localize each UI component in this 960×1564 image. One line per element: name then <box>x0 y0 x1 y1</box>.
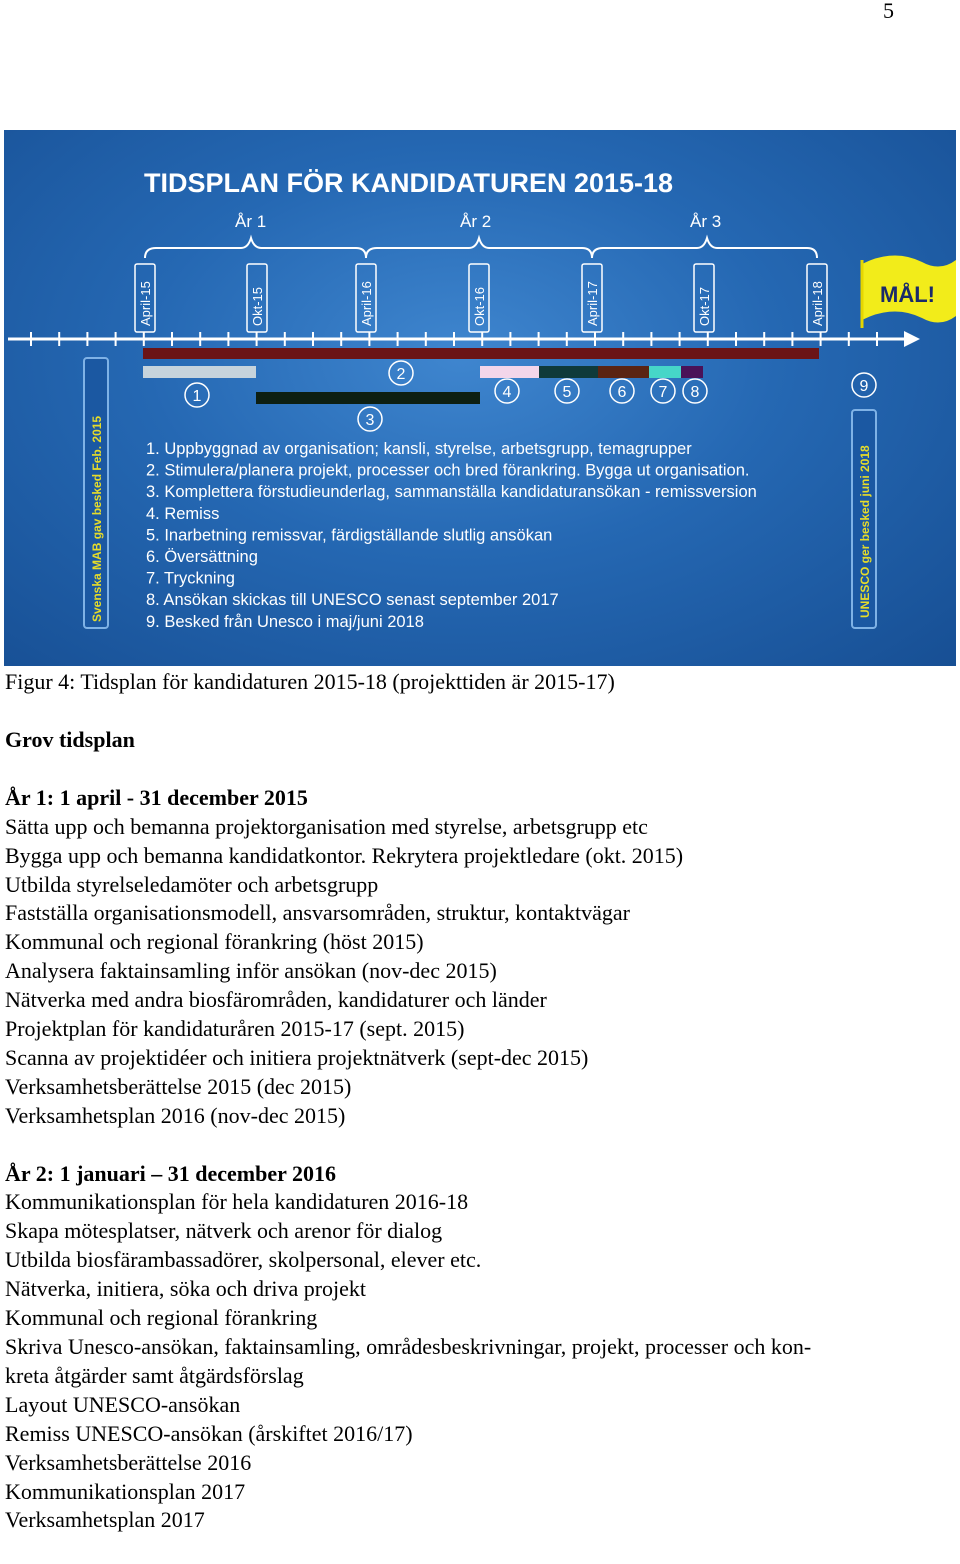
legend-item: 7. Tryckning <box>146 569 235 588</box>
body-line: Skapa mötesplatser, nätverk och arenor för dialog <box>5 1218 443 1244</box>
year-3-bracket <box>592 238 817 258</box>
number-label: 9 <box>859 378 869 395</box>
legend-item: 2. Stimulera/planera projekt, processer och bred förankring. Bygga ut organisation. <box>146 461 750 480</box>
body-line: Analysera faktainsamling inför ansökan (nov-dec 2015) <box>5 958 497 984</box>
figure-title: TIDSPLAN FÖR KANDIDATUREN 2015-18 <box>144 168 674 198</box>
body-line: Layout UNESCO-ansökan <box>5 1391 241 1417</box>
legend-list <box>146 440 757 631</box>
body-line: Fastställa organisationsmodell, ansvarsområden, struktur, kontaktvägar <box>5 900 630 926</box>
year-1-section <box>5 784 945 1131</box>
date-label: Okt-17 <box>697 286 712 326</box>
body-line: Scanna av projektidéer och initiera projektnätverk (sept-dec 2015) <box>5 1044 589 1070</box>
year-label-2: År 2 <box>460 212 492 231</box>
number-label: 3 <box>365 412 375 429</box>
body-line: Kommunal och regional förankring (höst 2015) <box>5 929 424 955</box>
number-label: 5 <box>562 384 572 401</box>
date-label: Okt-15 <box>250 286 265 326</box>
date-label: Okt-16 <box>472 286 487 326</box>
body-line: Utbilda styrelseledamöter och arbetsgrupp <box>5 871 379 897</box>
activity-bars <box>143 348 819 404</box>
date-label: April-18 <box>810 281 825 326</box>
body-line: Nätverka med andra biosfärområden, kandidaturer och länder <box>5 987 547 1013</box>
body-line: Utbilda biosfärambassadörer, skolpersonal, elever etc. <box>5 1247 482 1273</box>
body-line: Projektplan för kandidaturåren 2015-17 (sept. 2015) <box>5 1016 465 1042</box>
bar-8 <box>681 366 703 378</box>
right-banner-text: UNESCO ger besked juni 2018 <box>858 445 872 618</box>
body-line: Nätverka, initiera, söka och driva projekt <box>5 1276 367 1302</box>
timeline-graphic <box>4 130 956 666</box>
body-line: Kommunikationsplan 2017 <box>5 1478 246 1504</box>
timeline-figure <box>4 130 956 666</box>
body-line: Verksamhetsberättelse 2015 (dec 2015) <box>5 1073 352 1099</box>
number-label: 2 <box>396 366 406 383</box>
year-label-1: År 1 <box>235 212 267 231</box>
year-2-bracket <box>366 238 592 258</box>
year-2-title: År 2: 1 januari – 31 december 2016 <box>5 1160 336 1186</box>
left-banner-text: Svenska MAB gav besked Feb. 2015 <box>90 415 104 622</box>
number-label: 8 <box>690 384 700 401</box>
body-line: Verksamhetsplan 2016 (nov-dec 2015) <box>5 1102 346 1128</box>
left-banner <box>84 358 108 628</box>
date-label: April-16 <box>359 281 374 326</box>
body-line: Verksamhetsplan 2017 <box>5 1507 205 1533</box>
section-heading: Grov tidsplan <box>5 727 135 752</box>
year-1-bracket <box>145 238 366 258</box>
goal-flag-text: MÅL! <box>880 282 935 307</box>
legend-item: 8. Ansökan skickas till UNESCO senast september 2017 <box>146 591 559 610</box>
number-label: 1 <box>192 388 202 405</box>
body-line: kreta åtgärder samt åtgärdsförslag <box>5 1362 304 1388</box>
legend-item: 3. Komplettera förstudieunderlag, sammanställa kandidaturansökan - remissversion <box>146 483 757 502</box>
goal-flag <box>862 255 956 328</box>
bar-6 <box>598 366 649 378</box>
number-label: 7 <box>658 384 668 401</box>
date-labels <box>135 264 827 332</box>
legend-item: 6. Översättning <box>146 548 258 566</box>
document-body <box>5 726 945 1564</box>
bar-5 <box>539 366 598 378</box>
number-label: 6 <box>617 384 627 401</box>
year-2-section <box>5 1160 945 1536</box>
year-brackets <box>145 238 817 258</box>
body-line: Verksamhetsberättelse 2016 <box>5 1449 252 1475</box>
body-line: Remiss UNESCO-ansökan (årskiftet 2016/17) <box>5 1420 413 1446</box>
legend-item: 4. Remiss <box>146 504 220 523</box>
body-line: Sätta upp och bemanna projektorganisation med styrelse, arbetsgrupp etc <box>5 813 648 839</box>
body-line: Skriva Unesco-ansökan, faktainsamling, områdesbeskrivningar, projekt, processer och kon- <box>5 1334 812 1359</box>
legend-item: 5. Inarbetning remissvar, färdigställande slutlig ansökan <box>146 526 553 545</box>
number-label: 4 <box>502 384 512 401</box>
body-line: Kommunal och regional förankring <box>5 1305 318 1331</box>
bar-7 <box>649 366 681 378</box>
timeline-axis <box>8 331 920 347</box>
bar-4 <box>480 366 539 378</box>
year-1-title: År 1: 1 april - 31 december 2015 <box>5 784 308 810</box>
right-banner <box>852 410 876 628</box>
year-label-3: År 3 <box>690 212 722 231</box>
bar-3 <box>256 392 480 404</box>
bar-1 <box>143 366 256 378</box>
page-number: 5 <box>883 0 894 23</box>
body-line: Kommunikationsplan för hela kandidaturen 2016-18 <box>5 1189 469 1215</box>
body-line: Bygga upp och bemanna kandidatkontor. Rekrytera projektledare (okt. 2015) <box>5 842 684 868</box>
date-label: April-15 <box>138 281 153 326</box>
bar-main <box>143 348 819 359</box>
legend-item: 9. Besked från Unesco i maj/juni 2018 <box>146 612 424 631</box>
date-label: April-17 <box>585 281 600 326</box>
legend-item: 1. Uppbyggnad av organisation; kansli, styrelse, arbetsgrupp, temagrupper <box>146 440 692 458</box>
figure-caption: Figur 4: Tidsplan för kandidaturen 2015-18 (projekttiden är 2015-17) <box>5 669 615 694</box>
